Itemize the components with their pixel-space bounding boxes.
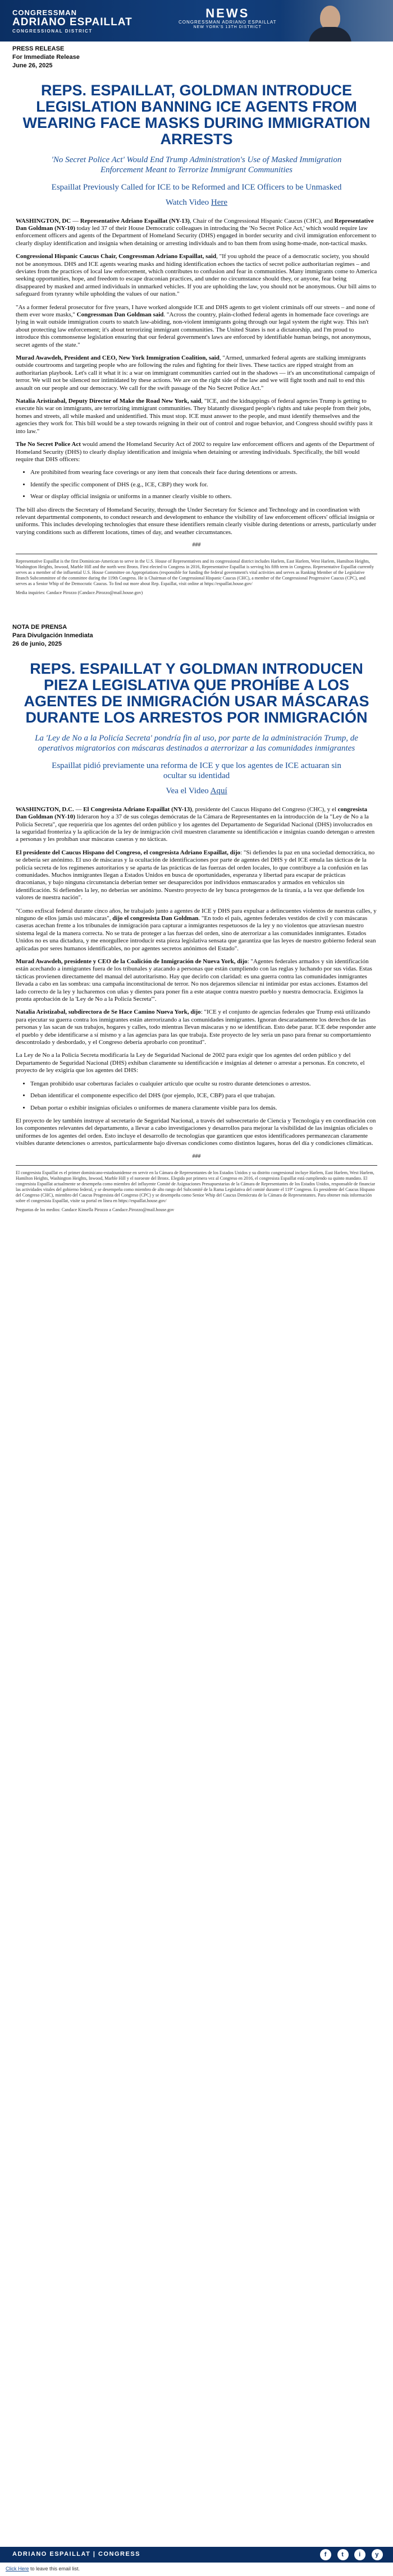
paragraph-awawdeh-quote (16, 355, 377, 392)
context-note-es: Espaillat pidió previamente una reforma de ICE y que los agentes de ICE actuaran sin ocultar su identidad (52, 761, 341, 780)
video-line (0, 198, 393, 208)
banner-news-sub2: NEW YORK'S 13TH DISTRICT (193, 25, 262, 29)
video-line-es (0, 786, 393, 796)
release-date-es: 26 de junio, 2025 (12, 640, 62, 647)
list-item: • Deban portar o exhibir insignias oficiales o uniformes de manera claramente visible para los demás. (30, 1105, 377, 1112)
banner-line3: CONGRESSIONAL DISTRICT (12, 28, 93, 34)
email-footer (0, 2541, 393, 2576)
goldman-quote-1: "As a former federal prosecutor for five years, I have worked alongside ICE and DHS agents to get violent criminals off our streets – and none of them ever wore masks," (16, 303, 375, 318)
intro-text-2-es: lideraron hoy a 37 de sus colegas demócratas de la Cámara de Representantes en la introducción de la "Ley de No a la Policía Secreta", que requeriría que los agentes del orden público y los agentes del Departamento de Seguridad Nacional (DHS) involucrados en la seguridad fronteriza y la aplicación de la ley de inmigración civil muestren claramente su identificación e insignias cuando detengan o arresten a personas y les prohíban usar máscaras caseras y no tácticas. (16, 813, 375, 843)
subheadline-es: La 'Ley de No a la Policía Secreta' pondría fin al uso, por parte de la administración Trump, de operativos migratorios con máscaras destinados a aterrorizar a las comunidades inmigrantes (35, 734, 358, 753)
about-representative-es: El congresista Espaillat es el primer dominicano-estadounidense en servir en la Cámara de Representantes de los Estados Unidos y su distrito congresional incluye Harlem, East Harlem, West Harlem, Hamilton Heights, Washington Heights, Inwood, Marble Hill y el noroeste del Bronx. Elegido por primera vez al Congreso en 2016, el congresista Espaillat está cumpliendo su quinto mandato. El congresista Espaillat actualmente se desempeña como miembro del influyente Comité de Asignaciones Presupuestarias de la Cámara de Representantes de los Estados Unidos, responsable de financiar las actividades vitales del gobierno federal, y se desempeña como miembro de alto rango del Subcomité de la Rama Legislativa del comité durante el 119º Congreso. Es presidente del Caucus Hispano del Congreso (CHC), miembro del Caucus Progresista del Congreso (CPC) y se desempeña como Senior Whip del Caucus Demócrata de la Cámara de Representantes. Para obtener más información sobre el congresista Espaillat, visite su portal en línea en https://espaillat.house.gov/ (16, 1170, 376, 1203)
portrait-suit (309, 27, 351, 42)
rep-espaillat-es: El Congresista Adriano Espaillat (NY-13) (83, 806, 192, 813)
video-prefix: Watch Video (165, 197, 211, 207)
section-separator-es: ### (192, 1153, 201, 1160)
banner-title (12, 9, 132, 34)
aristizabal-attribution-es: Natalia Aristizabal, subdirectora de Se Hace Camino Nueva York, dijo (16, 1009, 201, 1016)
dateline-es: WASHINGTON, D.C. (16, 806, 74, 813)
watch-video-link[interactable]: Here (211, 197, 228, 207)
paragraph-espaillat-quote (16, 253, 377, 298)
paragraph-awawdeh-quote-es (16, 958, 377, 1003)
goldman-quote-2: . "Across the country, plain-clothed federal agents in homemade face coverings are lying in wait outside immigration courts to snatch law-abiding, non-violent immigrants going through our legal system the right way. This isn't about protecting law enforcement; it's about terrorizing immigrant communities. The United States is not a dictatorship, and I'm proud to introduce this commonsense legislation ensuring that our federal government's laws are enforced by identifiable human beings, not anonymous, secret agents of the state." (16, 311, 371, 348)
bill-summary: would amend the Homeland Security Act of 2002 to require law enforcement officers and agents of the Department of Homeland Security (DHS) to clearly display identification and insignia when detaining or arresting individuals. Specifically, the bill would require that DHS officers: (16, 441, 374, 463)
paragraph-intro (16, 218, 377, 248)
espaillat-attribution-es: El presidente del Caucus Hispano del Congreso, el congresista Adriano Espaillat, dijo (16, 849, 241, 856)
list-item: • Are prohibited from wearing face coverings or any item that conceals their face during detentions or arrests. (30, 469, 377, 476)
youtube-icon[interactable]: y (372, 2549, 383, 2560)
release-date: June 26, 2025 (12, 62, 53, 69)
dash-es: — (74, 806, 84, 813)
paragraph-research: The bill also directs the Secretary of Homeland Security, through the Under Secretary for Science and Technology and in coordination with relevant departmental components, to conduct research and development to enhance the visibility of law enforcement officers' official insignia or uniforms. This includes developing technologies that ensure these identifiers remain clearly visible during detentions or arrests, particularly under varying conditions such as different locations, times of day, and weather circumstances. (16, 506, 377, 536)
bill-requirements-list-es (16, 1080, 377, 1112)
list-item: • Tengan prohibido usar coberturas faciales o cualquier artículo que oculte su rostro durante detenciones o arrestos. (30, 1080, 377, 1088)
section-separator: ### (192, 542, 201, 549)
press-release-header (0, 42, 393, 70)
unsubscribe-link[interactable]: Click Here (6, 2566, 29, 2572)
press-release-label: PRESS RELEASE (12, 45, 65, 52)
headline: REPS. ESPAILLAT, GOLDMAN INTRODUCE LEGISLATION BANNING ICE AGENTS FROM WEARING FACE MASKS DURING IMMIGRATION ARRESTS (22, 81, 371, 148)
goldman-attribution-es: dijo el congresista Dan Goldman (112, 914, 199, 922)
paragraph-goldman-quote (16, 304, 377, 349)
unsubscribe-line (6, 2566, 80, 2572)
bill-name: The No Secret Police Act (16, 441, 81, 448)
banner-line1: CONGRESSMAN (12, 8, 77, 17)
banner-news (179, 7, 277, 30)
awawdeh-attribution-es: Murad Awawdeh, presidente y CEO de la Coalición de Inmigración de Nueva York, dijo (16, 958, 248, 965)
rep-espaillat: Representative Adriano Espaillat (NY-13) (80, 217, 190, 224)
press-release-header-es (0, 620, 393, 648)
paragraph-intro-es (16, 806, 377, 844)
subheadline: 'No Secret Police Act' Would End Trump Administration's Use of Masked Immigration Enforcement Meant to Terrorize Immigrant Communities (51, 155, 342, 174)
section-gap (0, 595, 393, 620)
release-type-es: Para Divulgación Inmediata (12, 632, 93, 639)
divider-es (16, 1165, 377, 1166)
intro-text-1: , Chair of the Congressional Hispanic Caucus (CHC), and (189, 217, 335, 224)
social-links (317, 2549, 383, 2560)
headline-es: REPS. ESPAILLAT Y GOLDMAN INTRODUCEN PIEZA LEGISLATIVA QUE PROHÍBE A LOS AGENTES DE INMIGRACIÓN USAR MÁSCARAS DURANTE LOS ARRESTOS POR INMIGRACIÓN (24, 660, 369, 726)
rep-goldman-es: congresista Dan Goldman (NY-10) (16, 806, 367, 821)
footer-title: ADRIANO ESPAILLAT | CONGRESS (12, 2551, 141, 2557)
press-release-label-es: NOTA DE PRENSA (12, 624, 67, 631)
twitter-icon[interactable]: t (337, 2549, 349, 2560)
media-inquiries-es: Preguntas de los medios: Candace Kinsella Pirozzo a Candace.Pirozzo@mail.house.gov (16, 1207, 175, 1212)
dateline: WASHINGTON, DC (16, 217, 71, 224)
intro-text-1-es: , presidente del Caucus Hispano del Congreso (CHC), y el (191, 806, 338, 813)
paragraph-aristizabal-quote-es (16, 1009, 377, 1046)
goldman-attribution: Congressman Dan Goldman said (76, 311, 164, 318)
context-note: Espaillat Previously Called for ICE to be Reformed and ICE Officers to be Unmasked (51, 182, 342, 192)
dash: — (71, 217, 80, 224)
intro-text-2: today led 37 of their House Democratic colleagues in introducing the 'No Secret Police Act,' which would require law enforcement officers and agents of the Department of Homeland Security (DHS) engaged in border security and civil immigration enforcement to clearly display identification and insignia when detaining or arresting individuals and to ban them from using home-made, non-tactical masks. (16, 224, 377, 247)
paragraph-research-es: El proyecto de ley también instruye al secretario de Seguridad Nacional, a través del subsecretario de Ciencia y Tecnología y en coordinación con los componentes relevantes del departamento, a llevar a cabo investigaciones y desarrollos para mejorar la visibilidad de las insignias oficiales o uniformes de los agentes del orden. Esto incluye el desarrollo de tecnologías que garanticen que estos identificadores permanezcan claramente visibles durante detenciones o arrestos, particularmente bajo diversas condiciones como distintos lugares, horas del día y condiciones climáticas. (16, 1117, 376, 1147)
awawdeh-attribution: Murad Awawdeh, President and CEO, New York Immigration Coalition, said (16, 355, 220, 362)
espaillat-attribution: Congressional Hispanic Caucus Chair, Congressman Adriano Espaillat, said (16, 253, 217, 260)
rep-goldman: Representative Dan Goldman (NY-10) (16, 217, 374, 232)
facebook-icon[interactable]: f (320, 2549, 331, 2560)
espaillat-quote-es: : "Si defiendes la paz en una sociedad democrática, no se debería ser anónimo. El uso de máscaras y la ocultación de identificaciones por parte de agentes del DHS y del ICE emula las tácticas de la policía secreta de los regímenes autoritarios y se aparta de las prácticas de las fuerzas del orden locales, lo que contribuye a la confusión en las comunidades. Muchos inmigrantes llegan a Estados Unidos en busca de oportunidades, esperanza y libertad para escapar de prácticas draconianas, y bajo ninguna circunstancia deberían temer ser desaparecidos por individuos enmascarados y armados en vehículos sin identificación. Si defiendes la ley, no deberías ser anónimo. Nuestro proyecto de ley busca protegernos de la tiranía, a la vez que defiende los valores de nuestra nación". (16, 849, 375, 901)
watch-video-link-es[interactable]: Aquí (210, 786, 227, 795)
list-item: • Identify the specific component of DHS (e.g., ICE, CBP) they work for. (30, 481, 377, 489)
banner-news-sub1: CONGRESSMAN ADRIANO ESPAILLAT (179, 20, 277, 25)
goldman-quote-1-es: "Como exfiscal federal durante cinco años, he trabajado junto a agentes de ICE y DHS para expulsar a delincuentes violentos de nuestras calles, y ninguno de ellos jamás usó máscaras", (16, 907, 377, 922)
list-item: • Wear or display official insignia or uniforms in a manner clearly visible to others. (30, 493, 377, 500)
paragraph-bill-summary (16, 441, 377, 463)
media-inquiries: Media inquiries: Candace Pirozzo (Candace.Pirozzo@mail.house.gov) (16, 590, 143, 596)
aristizabal-attribution: Natalia Aristizabal, Deputy Director of Make the Road New York, said (16, 398, 202, 405)
about-representative: Representative Espaillat is the first Dominican-American to serve in the U.S. House of Representatives and its congressional district includes Harlem, East Harlem, West Harlem, Hamilton Heights, Washington Heights, Inwood, Marble Hill and the north west Bronx. First elected to Congress in 2016, Representative Espaillat is serving his fifth term in Congress. Representative Espaillat currently serves as a member of the influential U.S. House Committee on Appropriations (responsible for funding the federal government's vital activities and serves as Ranking Member of the Legislative Branch Subcommittee of the committee during the 119th Congress. He is Chairman of the Congressional Hispanic Caucus (CHC), a member of the Congressional Progressive Caucus (CPC), and serves as a Senior Whip of the Democratic Caucus. To find out more about Rep. Espaillat, visit online at https://espaillat.house.gov/ (16, 559, 374, 587)
goldman-quote-2-es: . "En todo el país, agentes federales vestidos de civil y con máscaras caseras acechan frente a los tribunales de inmigración para capturar a inmigrantes respetuosos de la ley y no violentos que atraviesan nuestro sistema legal de la manera correcta. No se trata de proteger a las fuerzas del orden, sino de aterrorizar a las comunidades inmigrantes. Estados Unidos no es una dictadura, y me enorgullece introducir esta pieza legislativa sensata que garantiza que las leyes de nuestro gobierno federal sean aplicadas por seres humanos identificables, no por agentes secretos anónimos del Estado". (16, 914, 376, 952)
paragraph-espaillat-quote-es (16, 849, 377, 902)
paragraph-goldman-quote-es (16, 908, 377, 953)
bill-requirements-list (16, 469, 377, 500)
footer-bar (0, 2547, 393, 2563)
list-item: • Deban identificar el componente específico del DHS (por ejemplo, ICE, CBP) para el que trabajan. (30, 1092, 377, 1100)
video-prefix-es: Vea el Video (166, 786, 211, 795)
paragraph-bill-summary-es: La Ley de No a la Policía Secreta modificaría la Ley de Seguridad Nacional de 2002 para exigir que los agentes del orden público y del Departamento de Seguridad Nacional (DHS) exhiban claramente su identificación e insignias al detener o arrestar a personas. En concreto, el proyecto de ley exigiría que los agentes del DHS: (16, 1052, 365, 1074)
banner-line2: ADRIANO ESPAILLAT (12, 16, 132, 28)
instagram-icon[interactable]: i (354, 2549, 365, 2560)
paragraph-aristizabal-quote (16, 398, 377, 435)
unsubscribe-text: to leave this email list. (29, 2566, 80, 2572)
header-banner (0, 0, 393, 42)
awawdeh-quote-es: : "Agentes federales armados y sin identificación están acechando a inmigrantes fuera de los tribunales y atacando a personas que están cumpliendo con las reglas y luchando por sus vidas. Estas tácticas provienen directamente del manual del autoritarismo. Hay que decirlo con claridad: es una guerra contra las comunidades inmigrantes llevada a cabo en las sombras: una campaña inconstitucional de terror. No nos dejaremos silenciar ni intimidar por estas acciones. Estamos del lado correcto de la ley y lucharemos con uñas y dientes para poner fin a este ataque contra nuestro pueblo y nuestra democracia. Exigimos la pronta aprobación de la 'Ley de No a la Policía Secreta'". (16, 958, 372, 1003)
awawdeh-quote: , "Armed, unmarked federal agents are stalking immigrants outside courtrooms and targeting people who are following the rules and fighting for their lives. These tactics are ripped straight from an authoritarian playbook. Let's call it what it is: a war on immigrant communities carried out in the shadows — it's an unconstitutional campaign of terror. We will not be silenced nor intimidated by these actions. We are on the right side of the law and we will fight tooth and nail to end this assault on our people and our democracy. We call for the swift passage of the No Secret Police Act." (16, 355, 375, 392)
aristizabal-quote: , "ICE, and the kidnappings of federal agencies Trump is getting to execute his war on immigrants, are terrorizing immigrant communities. They blatantly disregard people's rights and take people from their jobs, homes and streets, all while masked and unidentified. This must stop. ICE must answer to the people, and must identify themselves and the agencies they work for. This bill would be a step towards reigning in their out of control and rogue behavior, and Congress should swiftly pass it into law." (16, 398, 373, 435)
release-type: For Immediate Release (12, 53, 80, 61)
banner-news-title: NEWS (205, 6, 250, 20)
espaillat-quote: , "If you uphold the peace of a democratic society, you should not be anonymous. DHS and ICE agents wearing masks and hiding identification echoes the tactics of secret police authoritarian regimes – and deviates from the practices of local law enforcement, which contributes to confusion and fear in communities. Many immigrants come to America seeking opportunities, hope, and freedom to escape draconian practices, and under no circumstance should they, or anyone, fear being disappeared by masked and armed individuals in unmarked vehicles. If you are upholding the law, you should not be anonymous. Our bill aims to safeguard from tyranny while upholding the values of our nation." (16, 253, 377, 298)
aristizabal-quote-es: : "ICE y el conjunto de agencias federales que Trump está utilizando para ejecutar su guerra contra los inmigrantes están aterrorizando a las comunidades inmigrantes. Ignoran descaradamente los derechos de las personas y las sacan de sus trabajos, hogares y calles, todo mientras llevan máscaras y no se identifican. Esto debe parar. ICE debe responder ante el pueblo y debe identificarse a sí mismo y a las agencias para las que trabaja. Este proyecto de ley sería un paso para frenar su comportamiento descontrolado y desbordado, y el Congreso debería aprobarlo con prontitud". (16, 1009, 376, 1046)
portrait-photo (281, 0, 393, 42)
